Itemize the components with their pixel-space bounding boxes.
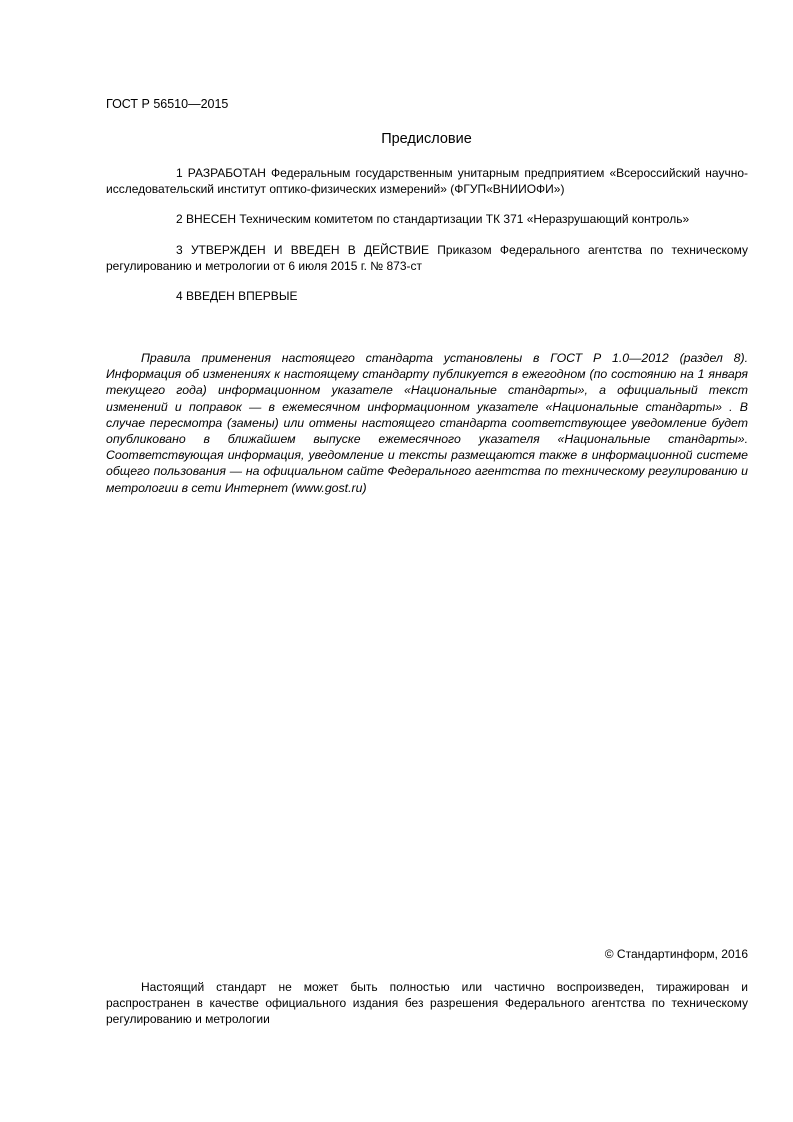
item-text: ВНЕСЕН Техническим комитетом по стандартизации ТК 371 «Неразрушающий контроль» xyxy=(186,212,690,226)
copyright-notice: © Стандартинформ, 2016 xyxy=(604,947,748,961)
application-rules-note: Правила применения настоящего стандарта установлены в ГОСТ Р 1.0—2012 (раздел 8). Информация об изменениях к настоящему стандарту публикуется в ежегодном (по состоянию на 1 января текущего года) информационном указателе «Национальные стандарты», а официальный текст изменений и поправок — в ежемесячном информационном указателе «Национальные стандарты» . В случае пересмотра (замены) или отмены настоящего стандарта соответствующее уведомление будет опубликовано в ближайшем выпуске ежемесячного указателя «Национальные стандарты». Соответствующая информация, уведомление и тексты размещаются также в информационной системе общего пользования — на официальном сайте Федерального агентства по техническому регулированию и метрологии в сети Интернет (www.gost.ru) xyxy=(106,351,748,495)
item-number: 3 xyxy=(176,243,183,257)
item-number: 4 xyxy=(176,289,183,303)
foreword-item-1 xyxy=(106,165,748,197)
item-number: 2 xyxy=(176,212,183,226)
item-number: 1 xyxy=(176,166,183,180)
foreword-item-4 xyxy=(106,288,748,304)
item-text: ВВЕДЕН ВПЕРВЫЕ xyxy=(186,289,298,303)
item-text: РАЗРАБОТАН Федеральным государственным унитарным предприятием «Всероссийский научно-исследовательский институт оптико-физических измерений» (ФГУП«ВНИИОФИ») xyxy=(106,166,748,196)
foreword-item-3 xyxy=(106,242,748,274)
foreword-item-2 xyxy=(106,211,748,227)
reproduction-notice: Настоящий стандарт не может быть полностью или частично воспроизведен, тиражирован и распространен в качестве официального издания без разрешения Федерального агентства по техническому регулированию и метрологии xyxy=(106,980,748,1026)
document-code: ГОСТ Р 56510—2015 xyxy=(106,97,229,111)
page-title: Предисловие xyxy=(381,131,472,147)
item-text: УТВЕРЖДЕН И ВВЕДЕН В ДЕЙСТВИЕ Приказом Федерального агентства по техническому регулированию и метрологии от 6 июля 2015 г. № 873-ст xyxy=(106,243,748,273)
